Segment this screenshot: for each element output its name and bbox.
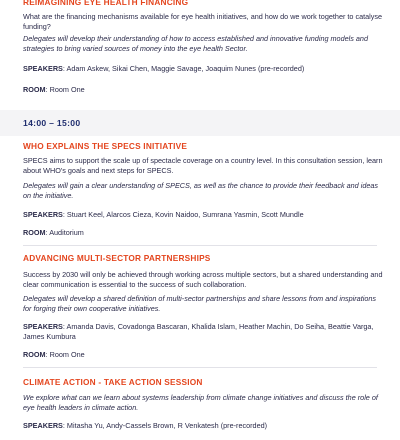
room-value: : Room One <box>45 350 85 359</box>
speakers-list: : Amanda Davis, Covadonga Bascaran, Khalida Islam, Heather Machin, Do Seiha, Beattie Varga, James Kumbura <box>23 322 374 341</box>
speakers-label: SPEAKERS <box>23 64 63 73</box>
session-speakers-financing <box>23 64 385 74</box>
session-outcome-financing: Delegates will develop their understanding of how to access established and innovative funding models and strategies to bring varied sources of money into the eye health Sector. <box>23 34 368 53</box>
speakers-list: : Adam Askew, Sikai Chen, Maggie Savage, Joaquim Nunes (pre-recorded) <box>62 64 305 73</box>
speakers-list: : Mitasha Yu, Andy-Cassels Brown, R Venkatesh (pre-recorded) <box>62 421 268 430</box>
session-title-multisector: ADVANCING MULTI-SECTOR PARTNERSHIPS <box>23 253 211 263</box>
speakers-label: SPEAKERS <box>23 210 63 219</box>
session-room-specs <box>23 228 385 238</box>
session-title-financing: REIMAGINING EYE HEALTH FINANCING <box>23 0 189 7</box>
speakers-list: : Stuart Keel, Alarcos Cieza, Kovin Naidoo, Sumrana Yasmin, Scott Mundle <box>62 210 304 219</box>
speakers-label: SPEAKERS <box>23 322 63 331</box>
room-value: : Auditorium <box>45 228 84 237</box>
room-label: ROOM <box>23 350 46 359</box>
time-slot: 14:00 – 15:00 <box>23 118 81 128</box>
section-divider <box>23 367 377 368</box>
session-room-multisector <box>23 350 385 360</box>
session-outcome-specs: Delegates will gain a clear understanding of SPECS, as well as the chance to provide their feedback and ideas on the initiative. <box>23 181 379 200</box>
session-speakers-climate <box>23 421 385 431</box>
room-value: : Room One <box>45 85 85 94</box>
session-room-financing <box>23 85 385 95</box>
session-outcome-multisector: Delegates will develop a shared definition of multi-sector partnerships and share lessons from and inspirations for forging their own cooperative initiatives. <box>23 294 377 313</box>
section-divider <box>23 245 377 246</box>
session-desc-financing: What are the financing mechanisms available for eye health initiatives, and how do we work together to catalyse funding? <box>23 12 383 31</box>
session-speakers-multisector <box>23 322 385 341</box>
room-label: ROOM <box>23 85 46 94</box>
speakers-label: SPEAKERS <box>23 421 63 430</box>
room-label: ROOM <box>23 228 46 237</box>
session-title-climate: CLIMATE ACTION - TAKE ACTION SESSION <box>23 377 203 387</box>
session-desc-climate: We explore what can we learn about systems leadership from climate change initiatives and discuss the role of eye health leaders in climate action. <box>23 393 378 412</box>
session-speakers-specs <box>23 210 385 220</box>
session-title-specs: WHO EXPLAINS THE SPECS INITIATIVE <box>23 141 188 151</box>
session-desc-specs: SPECS aims to support the scale up of spectacle coverage on a country level. In this consultation session, learn about WHO's goals and next steps for SPECS. <box>23 156 383 175</box>
session-desc-multisector: Success by 2030 will only be achieved through working across multiple sectors, but a shared understanding and clear communication is essential to the success of such collaboration. <box>23 270 383 289</box>
